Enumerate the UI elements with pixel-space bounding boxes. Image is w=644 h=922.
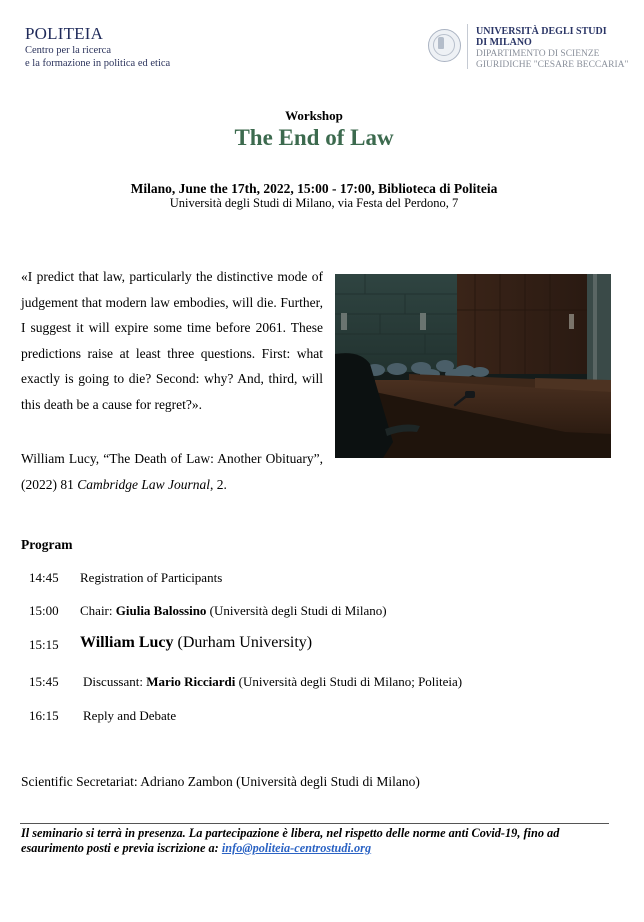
- program-item: [0, 569, 640, 589]
- chair-name: Giulia Balossino: [115, 603, 207, 618]
- program-item: [0, 602, 640, 622]
- university-name-line1: UNIVERSITÀ DEGLI STUDI: [476, 26, 607, 37]
- quote-citation: [21, 446, 323, 497]
- program-time: 15:00: [29, 603, 59, 618]
- footer-divider: [20, 823, 609, 824]
- program-description: Reply and Debate: [83, 708, 177, 723]
- event-title: The End of Law: [234, 125, 394, 150]
- attendance-notice: [21, 826, 621, 856]
- registration-email-link[interactable]: info@politeia-centrostudi.org: [221, 841, 372, 855]
- department-name-line1: DIPARTIMENTO DI SCIENZE: [476, 49, 600, 59]
- program-time: 14:45: [29, 570, 59, 585]
- program-item: [0, 636, 640, 656]
- scientific-secretariat: Scientific Secretariat: Adriano Zambon (Università degli Studi di Milano): [21, 774, 420, 789]
- quote-text: «I predict that law, particularly the distinctive mode of judgement that modern law embodies, will die. Further, I suggest it will expire some time before 2061. These predictions raise at least three questions. First: what exactly is going to die? Second: why? And, third, will this death be a cause for regret?».: [21, 269, 323, 412]
- citation-journal: Cambridge Law Journal: [77, 476, 211, 492]
- quote-block: [21, 264, 323, 417]
- program-time: 16:15: [29, 708, 59, 723]
- seal-ring: [433, 34, 455, 56]
- politeia-subtitle-line1: Centro per la ricerca: [25, 45, 111, 56]
- program-time: 15:15: [29, 637, 59, 652]
- university-name-line2: DI MILANO: [476, 37, 532, 48]
- program-description: Discussant: Mario Ricciardi (Università degli Studi di Milano; Politeia): [83, 674, 463, 689]
- program-item: [0, 673, 640, 693]
- courtroom-photo: [335, 274, 611, 458]
- program-item: [0, 707, 640, 727]
- department-name-line2: GIURIDICHE "CESARE BECCARIA": [476, 60, 629, 70]
- citation-suffix: , 2.: [210, 476, 227, 492]
- logo-divider: [467, 24, 468, 69]
- university-seal-icon: [428, 29, 461, 62]
- program-description: Registration of Participants: [80, 570, 223, 585]
- event-date-time-place: Milano, June the 17th, 2022, 15:00 - 17:00, Biblioteca di Politeia: [130, 181, 498, 196]
- program-time: 15:45: [29, 674, 59, 689]
- politeia-subtitle-line2: e la formazione in politica ed etica: [25, 58, 171, 69]
- program-description: Chair: Giulia Balossino (Università degli Studi di Milano): [80, 603, 387, 618]
- program-description: William Lucy (Durham University): [80, 634, 313, 651]
- citation-prefix: William Lucy, “The Death of Law: Another Obituary”, (2022) 81: [21, 451, 323, 492]
- seal-figure: [438, 37, 444, 49]
- politeia-logo-title: POLITEIA: [25, 24, 104, 43]
- speaker-name: William Lucy: [80, 634, 174, 651]
- discussant-name: Mario Ricciardi: [146, 674, 236, 689]
- event-kind: Workshop: [285, 108, 343, 123]
- notice-text: Il seminario si terrà in presenza. La partecipazione è libera, nel rispetto delle norme anti Covid-19, fino ad esaurimento posti e previa iscrizione a:: [21, 826, 560, 855]
- program-heading: Program: [21, 537, 73, 552]
- event-address: Università degli Studi di Milano, via Festa del Perdono, 7: [169, 196, 459, 210]
